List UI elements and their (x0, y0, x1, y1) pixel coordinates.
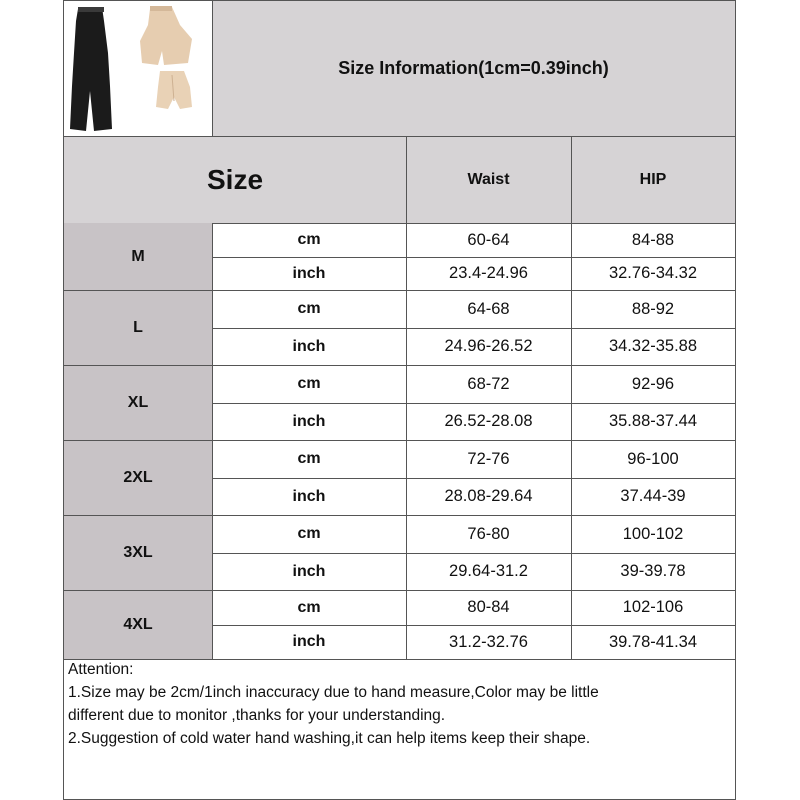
waist-value-inch: 29.64-31.2 (449, 562, 528, 580)
page-title: Size Information(1cm=0.39inch) (338, 58, 609, 78)
unit-label-inch: inch (292, 264, 326, 282)
waist-value-cm: 64-68 (467, 299, 510, 318)
hip-value-cm: 88-92 (631, 299, 675, 318)
hip-value-cm: 84-88 (631, 230, 675, 249)
attention-note-1-cont: different due to monitor ,thanks for your understanding. (68, 707, 446, 724)
shapewear-illustration (64, 1, 212, 136)
beige-shorts-back-image (156, 71, 192, 109)
waist-value-cm: 76-80 (467, 524, 510, 543)
unit-label-inch: inch (292, 633, 326, 650)
unit-label-cm: cm (297, 525, 321, 542)
beige-shorts-image (140, 6, 192, 65)
unit-label-cm: cm (297, 300, 321, 317)
hip-value-inch: 35.88-37.44 (608, 412, 698, 430)
waist-value-cm: 80-84 (467, 598, 510, 616)
waist-value-inch: 28.08-29.64 (444, 487, 533, 505)
hip-value-cm: 102-106 (622, 598, 684, 616)
waist-value-cm: 60-64 (467, 230, 510, 249)
attention-heading: Attention: (68, 661, 134, 678)
waist-value-inch: 24.96-26.52 (444, 337, 533, 355)
waist-value-cm: 72-76 (467, 449, 510, 468)
hip-value-cm: 100-102 (622, 524, 684, 543)
unit-label-cm: cm (297, 598, 321, 616)
unit-label-inch: inch (292, 337, 326, 355)
hip-value-cm: 96-100 (627, 449, 679, 468)
size-column-header: Size (206, 164, 264, 195)
unit-label-inch: inch (292, 412, 326, 430)
unit-label-inch: inch (292, 487, 326, 505)
black-shorts-image (70, 7, 112, 131)
waist-value-cm: 68-72 (467, 374, 510, 393)
product-image (64, 1, 212, 136)
waist-value-inch: 26.52-28.08 (444, 412, 533, 430)
hip-value-inch: 34.32-35.88 (608, 337, 698, 355)
attention-note-2: 2.Suggestion of cold water hand washing,it can help items keep their shape. (68, 730, 591, 747)
hip-value-inch: 32.76-34.32 (608, 264, 698, 282)
waist-value-inch: 23.4-24.96 (449, 264, 528, 282)
size-label-cell: L (64, 290, 212, 365)
size-label-cell: 2XL (64, 440, 212, 515)
unit-label-cm: cm (297, 231, 321, 248)
size-label-cell: XL (64, 365, 212, 440)
size-label-cell: 3XL (64, 515, 212, 590)
hip-value-inch: 37.44-39 (620, 487, 686, 505)
unit-label-cm: cm (297, 375, 321, 392)
unit-label-inch: inch (292, 562, 326, 580)
size-label-cell: M (64, 223, 212, 290)
size-label-cell: 4XL (64, 590, 212, 659)
waist-column-header: Waist (467, 171, 510, 188)
hip-column-header: HIP (639, 171, 667, 188)
hip-value-inch: 39-39.78 (620, 562, 686, 580)
hip-value-inch: 39.78-41.34 (608, 632, 698, 651)
unit-label-cm: cm (297, 450, 321, 467)
waist-value-inch: 31.2-32.76 (449, 632, 528, 651)
hip-value-cm: 92-96 (631, 374, 675, 393)
attention-note-1: 1.Size may be 2cm/1inch inaccuracy due to hand measure,Color may be little (68, 684, 599, 701)
